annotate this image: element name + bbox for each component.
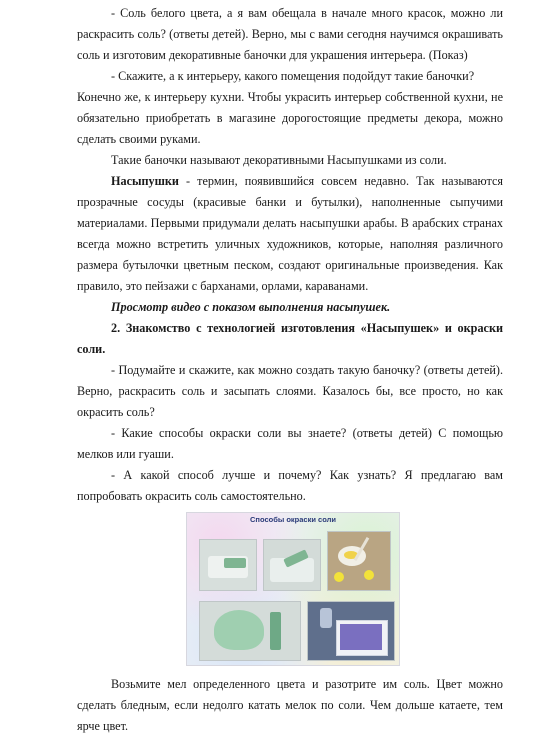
closing-paragraph: Возьмите мел определенного цвета и разотрите им соль. Цвет можно сделать бледным, если недолго катать мелок по соли. Чем дольше катаете, тем ярче цвет. [77,677,503,733]
chalk-photo-1 [199,539,257,591]
definition-term: Насыпушки [111,174,179,188]
video-heading: Просмотр видео с показом выполнения насыпушек. [111,300,391,314]
paragraph: - Какие способы окраски соли вы знаете? (ответы детей) С помощью мелков или гуаши. [77,426,503,461]
gouache-photo [327,531,391,591]
definition-paragraph [77,171,503,297]
purple-salt-photo [307,601,395,661]
definition-text: - термин, появившийся совсем недавно. Так называются прозрачные сосуды (красивые банки и бутылки), наполненные сыпучими материалами. Первыми придумали делать насыпушки арабы. В арабских странах всегда можно встретить уличных художников, которые, наполняя различного размера бутылочки цветным песком, создают оригинальные произведения. Как правило, это пейзажи с барханами, орлами, караванами. [77,174,503,293]
figure-title: Способы окраски соли [250,515,336,524]
section-heading: 2. Знакомство с технологией изготовления «Насыпушек» и окраски соли. [77,321,503,356]
paragraph: - Соль белого цвета, а я вам обещала в начале много красок, можно ли раскрасить соль? (ответы детей). Верно, мы с вами сегодня научимся окрашивать соль и изготовим декоративные баночки для украшения интерьера. (Показ) [77,6,503,62]
green-salt-photo [199,601,301,661]
salt-coloring-figure [186,512,400,666]
paragraph: Конечно же, к интерьеру кухни. Чтобы украсить интерьер собственной кухни, не обязательно приобретать в магазине дорогостоящие предметы декора, можно сделать своими руками. [77,90,503,146]
paragraph: - А какой способ лучше и почему? Как узнать? Я предлагаю вам попробовать окрасить соль самостоятельно. [77,468,503,503]
chalk-photo-2 [263,539,321,591]
document-page [77,3,503,737]
paragraph: - Подумайте и скажите, как можно создать такую баночку? (ответы детей). Верно, раскрасить соль и засыпать слоями. Казалось бы, все просто, но как окрасить соль? [77,363,503,419]
paragraph: - Скажите, а к интерьеру, какого помещения подойдут такие баночки? [111,69,475,83]
paragraph: Такие баночки называют декоративными Насыпушками из соли. [111,153,447,167]
